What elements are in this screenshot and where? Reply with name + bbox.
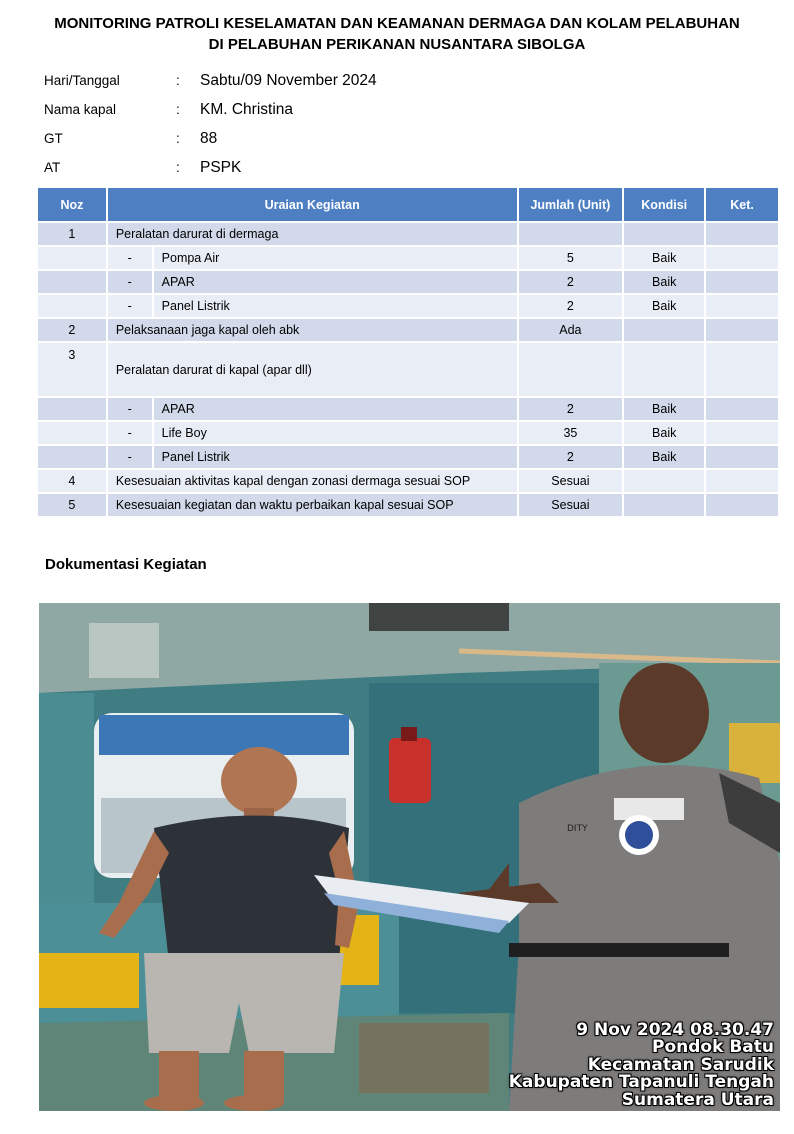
- cell-quantity: 2: [519, 446, 623, 468]
- info-value: PSPK: [200, 158, 242, 176]
- info-row-ship-name: [44, 95, 377, 124]
- info-colon: :: [176, 73, 180, 88]
- cell-quantity: Sesuai: [519, 470, 623, 492]
- cell-condition: Baik: [624, 446, 704, 468]
- info-label: Nama kapal: [44, 102, 117, 117]
- header-condition: Kondisi: [624, 188, 704, 221]
- info-label: Hari/Tanggal: [44, 73, 120, 88]
- table-row: [38, 271, 778, 293]
- stamp-datetime: 9 Nov 2024 08.30.47: [576, 1019, 774, 1040]
- info-block: [44, 66, 377, 182]
- info-label: GT: [44, 131, 63, 146]
- cell-condition: [624, 494, 704, 516]
- info-value: KM. Christina: [200, 100, 294, 118]
- cell-condition: Baik: [624, 295, 704, 317]
- cell-no: 4: [38, 470, 106, 492]
- cell-no: [38, 446, 106, 468]
- cell-dash: -: [108, 295, 152, 317]
- cell-notes: [706, 398, 778, 420]
- fire-extinguisher: [389, 738, 431, 803]
- cell-item: APAR: [154, 271, 517, 293]
- cell-notes: [706, 223, 778, 245]
- table-row: [38, 470, 778, 492]
- table-row: [38, 446, 778, 468]
- cell-dash: -: [108, 398, 152, 420]
- cell-notes: [706, 494, 778, 516]
- inspection-table: [36, 186, 780, 518]
- table-row: [38, 343, 778, 396]
- header-notes: Ket.: [706, 188, 778, 221]
- info-label: AT: [44, 160, 61, 175]
- cell-condition: [624, 223, 704, 245]
- table-row: [38, 247, 778, 269]
- info-colon: :: [176, 131, 180, 146]
- title-line-1: MONITORING PATROLI KESELAMATAN DAN KEAMANAN DERMAGA DAN KOLAM PELABUHAN: [54, 15, 740, 32]
- cell-notes: [706, 470, 778, 492]
- cell-item: Peralatan darurat di kapal (apar dll): [108, 343, 517, 396]
- stamp-location: Pondok Batu: [652, 1037, 774, 1057]
- table-header-row: [38, 188, 778, 221]
- cell-quantity: [519, 343, 623, 396]
- info-value: Sabtu/09 November 2024: [200, 71, 377, 89]
- cell-condition: [624, 319, 704, 341]
- cell-notes: [706, 446, 778, 468]
- cell-condition: Baik: [624, 422, 704, 444]
- cell-quantity: 2: [519, 295, 623, 317]
- title-line-2: DI PELABUHAN PERIKANAN NUSANTARA SIBOLGA: [208, 36, 586, 53]
- cell-notes: [706, 319, 778, 341]
- cell-item: Peralatan darurat di dermaga: [108, 223, 517, 245]
- cell-dash: -: [108, 422, 152, 444]
- officer-name-badge: DITY: [567, 824, 588, 834]
- header-quantity: Jumlah (Unit): [519, 188, 623, 221]
- cell-quantity: [519, 223, 623, 245]
- cell-dash: -: [108, 446, 152, 468]
- cell-condition: Baik: [624, 271, 704, 293]
- cell-quantity: 2: [519, 398, 623, 420]
- cell-condition: [624, 470, 704, 492]
- cell-quantity: 5: [519, 247, 623, 269]
- cell-no: [38, 295, 106, 317]
- info-row-gt: [44, 124, 377, 153]
- cell-quantity: 2: [519, 271, 623, 293]
- cell-item: Panel Listrik: [154, 295, 517, 317]
- cell-item: Pompa Air: [154, 247, 517, 269]
- cell-item: Kesesuaian kegiatan dan waktu perbaikan kapal sesuai SOP: [108, 494, 517, 516]
- stamp-province: Sumatera Utara: [621, 1089, 774, 1110]
- table-row: [38, 398, 778, 420]
- cell-no: 2: [38, 319, 106, 341]
- cell-notes: [706, 271, 778, 293]
- stamp-regency: Kabupaten Tapanuli Tengah: [508, 1072, 774, 1092]
- table-row: [38, 319, 778, 341]
- header-description: Uraian Kegiatan: [108, 188, 517, 221]
- cell-no: [38, 247, 106, 269]
- cell-condition: Baik: [624, 398, 704, 420]
- info-colon: :: [176, 102, 180, 117]
- table-row: [38, 295, 778, 317]
- info-row-date: [44, 66, 377, 95]
- cell-notes: [706, 247, 778, 269]
- table-row: [38, 223, 778, 245]
- cell-item: Panel Listrik: [154, 446, 517, 468]
- cell-item: Pelaksanaan jaga kapal oleh abk: [108, 319, 517, 341]
- cell-no: 1: [38, 223, 106, 245]
- info-row-at: [44, 153, 377, 182]
- cell-no: [38, 398, 106, 420]
- cell-item: Life Boy: [154, 422, 517, 444]
- cell-notes: [706, 343, 778, 396]
- header-no: Noz: [38, 188, 106, 221]
- cell-no: 5: [38, 494, 106, 516]
- stamp-district: Kecamatan Sarudik: [587, 1054, 774, 1075]
- cell-item: Kesesuaian aktivitas kapal dengan zonasi dermaga sesuai SOP: [108, 470, 517, 492]
- cell-condition: Baik: [624, 247, 704, 269]
- cell-no: [38, 271, 106, 293]
- info-value: 88: [200, 129, 218, 147]
- photo-timestamp-stamp: [508, 1019, 774, 1110]
- info-colon: :: [176, 160, 180, 175]
- documentation-photo: [39, 603, 780, 1111]
- cell-condition: [624, 343, 704, 396]
- cell-item: APAR: [154, 398, 517, 420]
- cell-notes: [706, 295, 778, 317]
- cell-dash: -: [108, 271, 152, 293]
- table-row: [38, 422, 778, 444]
- cell-no: 3: [38, 343, 106, 396]
- document-title: [0, 13, 794, 55]
- cell-no: [38, 422, 106, 444]
- table-row: [38, 494, 778, 516]
- cell-quantity: 35: [519, 422, 623, 444]
- section-title-documentation: Dokumentasi Kegiatan: [45, 556, 207, 573]
- cell-dash: -: [108, 247, 152, 269]
- cell-notes: [706, 422, 778, 444]
- cell-quantity: Sesuai: [519, 494, 623, 516]
- cell-quantity: Ada: [519, 319, 623, 341]
